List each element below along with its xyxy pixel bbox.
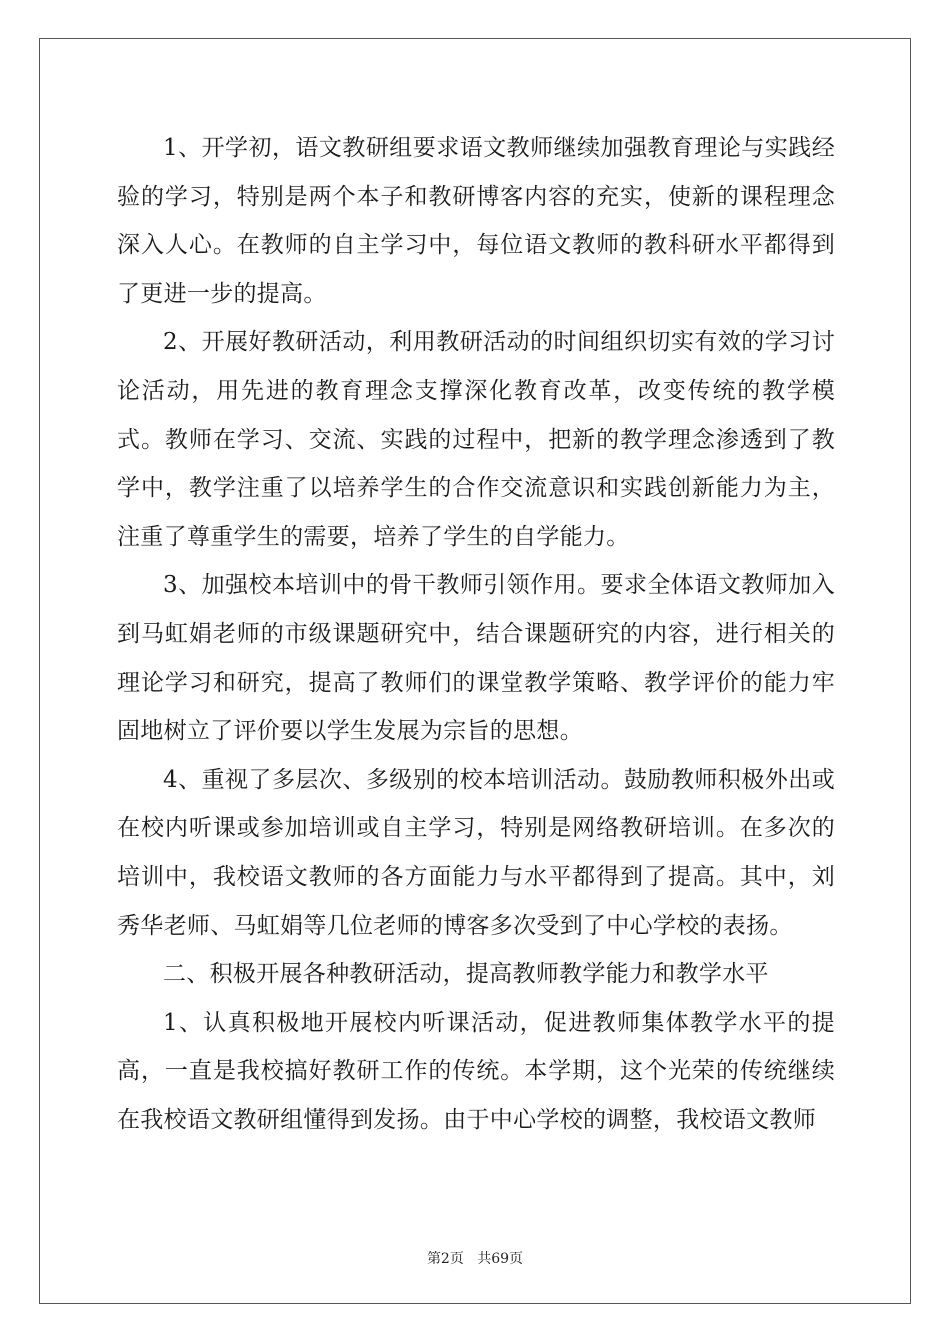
paragraph-1: 1、开学初，语文教研组要求语文教师继续加强教育理论与实践经验的学习，特别是两个本子和教研博客内容的充实，使新的课程理念深入人心。在教师的自主学习中，每位语文教师的教科研水平都得到了更进一步的提高。 <box>117 135 835 307</box>
paragraph-2: 2、开展好教研活动，利用教研活动的时间组织切实有效的学习讨论活动，用先进的教育理念支撑深化教育改革，改变传统的教学模式。教师在学习、交流、实践的过程中，把新的教学理念渗透到了教学中，教学注重了以培养学生的合作交流意识和实践创新能力为主，注重了尊重学生的需要，培养了学生的自学能力。 <box>117 329 835 550</box>
page-total: 共69页 <box>477 1251 524 1267</box>
page-footer <box>0 1248 950 1268</box>
document-body <box>117 124 835 1144</box>
paragraph-3: 3、加强校本培训中的骨干教师引领作用。要求全体语文教师加入到马虹娟老师的市级课题研究中，结合课题研究的内容，进行相关的理论学习和研究，提高了教师们的课堂教学策略、教学评价的能力牢固地树立了评价要以学生发展为宗旨的思想。 <box>117 572 835 745</box>
page-number: 第2页 <box>426 1251 464 1267</box>
paragraph-4: 4、重视了多层次、多级别的校本培训活动。鼓励教师积极外出或在校内听课或参加培训或自主学习，特别是网络教研培训。在多次的培训中，我校语文教师的各方面能力与水平都得到了提高。其中，刘秀华老师、马虹娟等几位老师的博客多次受到了中心学校的表扬。 <box>117 766 835 939</box>
paragraph-5: 1、认真积极地开展校内听课活动，促进教师集体教学水平的提高，一直是我校搞好教研工作的传统。本学期，这个光荣的传统继续在我校语文教研组懂得到发扬。由于中心学校的调整，我校语文教师 <box>117 1009 835 1133</box>
section-heading: 二、积极开展各种教研活动，提高教师教学能力和教学水平 <box>163 961 769 988</box>
